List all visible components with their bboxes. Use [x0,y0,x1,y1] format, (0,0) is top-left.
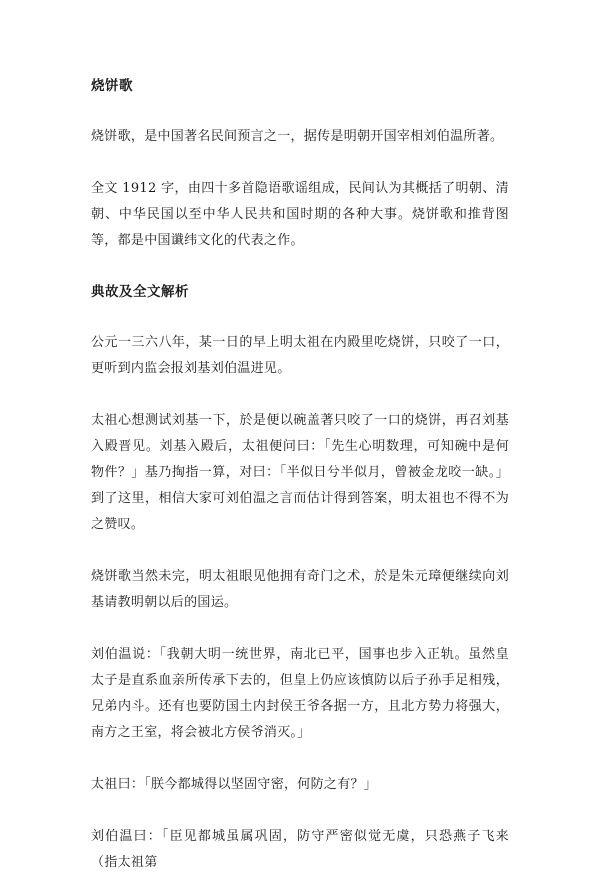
paragraph-overview: 全文 1912 字，由四十多首隐语歌谣组成，民间认为其概括了明朝、清朝、中华民国以至中华人民共和国时期的各种大事。烧饼歌和推背图等，都是中国谶纬文化的代表之作。 [91,181,509,248]
document-page [91,74,509,876]
section-title-shaobing-ge: 烧饼歌 [91,78,133,94]
paragraph-story-1: 公元一三六八年，某一日的早上明太祖在内殿里吃烧饼，只咬了一口，更听到内监会报刘基刘伯温进见。 [91,335,509,376]
paragraph-story-2: 太祖心想测试刘基一下，於是便以碗盖著只咬了一口的烧饼，再召刘基入殿晋见。刘基入殿后，太祖便问曰：「先生心明数理，可知碗中是何物件？」基乃掏指一算，对曰：「半似日兮半似月，曾被金龙咬一缺。」到了这里，相信大家可刘伯温之言而估计得到答案，明太祖也不得不为之赞叹。 [91,413,509,532]
paragraph-story-4: 刘伯温说：「我朝大明一统世界，南北已平，国事也步入正轨。虽然皇太子是直系血亲所传承下去的，但皇上仍应该慎防以后子孙手足相残，兄弟内斗。还有也要防国土内封侯王爷各据一方，且北方势力将强大，南方之王室，将会被北方侯爷消灭。」 [91,647,509,740]
section-title-allusion: 典故及全文解析 [91,284,189,300]
paragraph-story-5: 太祖曰：「朕今都城得以坚固守密，何防之有？」 [91,777,378,792]
paragraph-story-3: 烧饼歌当然未完，明太祖眼见他拥有奇门之术，於是朱元璋便继续向刘基请教明朝以后的国运。 [91,569,509,610]
paragraph-intro: 烧饼歌，是中国著名民间预言之一，据传是明朝开国宰相刘伯温所著。 [91,129,504,144]
paragraph-story-6: 刘伯温曰：「臣见都城虽属巩固，防守严密似觉无虞，只恐燕子飞来（指太祖第 [91,829,509,870]
